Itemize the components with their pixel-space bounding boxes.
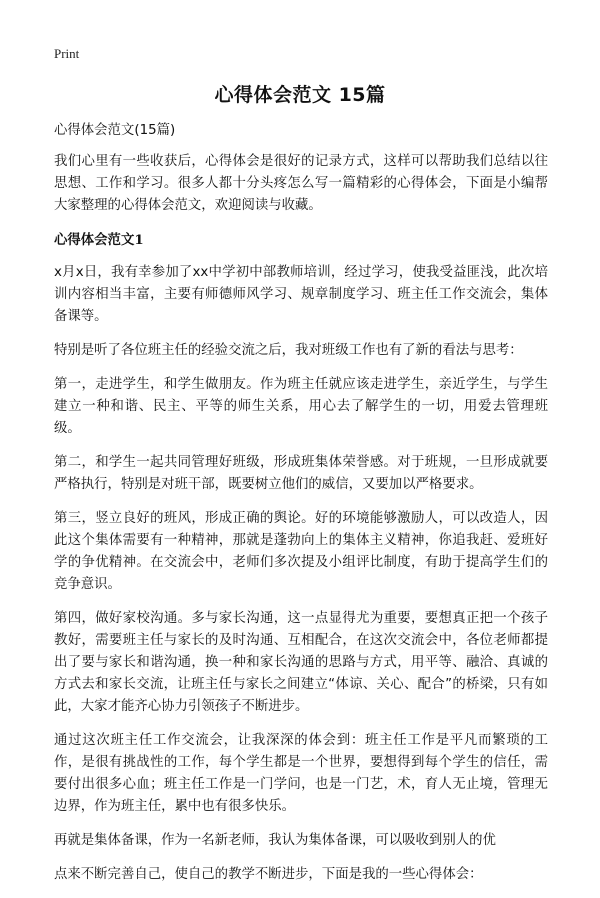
body-paragraph: x月x日，我有幸参加了xx中学初中部教师培训，经过学习，使我受益匪浅，此次培训内容相当丰富，主要有师德师风学习、规章制度学习、班主任工作交流会，集体备课等。 <box>54 265 548 324</box>
body-paragraph: 再就是集体备课，作为一名新老师，我认为集体备课，可以吸收到别人的优 <box>54 833 496 848</box>
document-title: 心得体会范文 15篇 <box>214 84 386 106</box>
body-paragraph: 第三，竖立良好的班风，形成正确的舆论。好的环境能够激励人，可以改造人，因此这个集体需要有一种精神，那就是蓬勃向上的集体主义精神，你追我赶、爱班好学的争优精神。在交流会中，老师们多次提及小组评比制度，有助于提高学生们的竞争意识。 <box>54 511 548 592</box>
section-heading: 心得体会范文1 <box>54 232 144 248</box>
body-paragraph: 第一，走进学生，和学生做朋友。作为班主任就应该走进学生，亲近学生，与学生建立一种和谐、民主、平等的师生关系，用心去了解学生的一切，用爱去管理班级。 <box>54 377 548 436</box>
document-body <box>54 120 548 898</box>
body-paragraph: 通过这次班主任工作交流会，让我深深的体会到：班主任工作是平凡而繁琐的工作，是很有挑战性的工作，每个学生都是一个世界，要想得到每个学生的信任，需要付出很多心血；班主任工作是一门学问，也是一门艺，术，育人无止境，管理无边界，作为班主任，累中也有很多快乐。 <box>54 733 548 814</box>
intro-paragraph: 我们心里有一些收获后，心得体会是很好的记录方式，这样可以帮助我们总结以往思想、工作和学习。很多人都十分头疼怎么写一篇精彩的心得体会，下面是小编帮大家整理的心得体会范文，欢迎阅读与收藏。 <box>54 154 548 213</box>
body-paragraph: 第二，和学生一起共同管理好班级，形成班集体荣誉感。对于班规，一旦形成就要严格执行，特别是对班干部，既要树立他们的威信，又要加以严格要求。 <box>54 455 548 492</box>
body-paragraph: 第四，做好家校沟通。多与家长沟通，这一点显得尤为重要，要想真正把一个孩子教好，需要班主任与家长的及时沟通、互相配合，在这次交流会中，各位老师都提出了要与家长和谐沟通，换一种和家长沟通的思路与方式，用平等、融洽、真诚的方式去和家长交流，让班主任与家长之间建立“体谅、关心、配合”的桥梁，只有如此，大家才能齐心协力引领孩子不断进步。 <box>54 611 548 714</box>
print-label: Print <box>54 46 80 61</box>
body-paragraph: 特别是听了各位班主任的经验交流之后，我对班级工作也有了新的看法与思考： <box>54 343 523 358</box>
document-subtitle: 心得体会范文(15篇) <box>54 123 176 138</box>
body-paragraph: 点来不断完善自己，使自己的教学不断进步，下面是我的一些心得体会： <box>54 867 483 882</box>
